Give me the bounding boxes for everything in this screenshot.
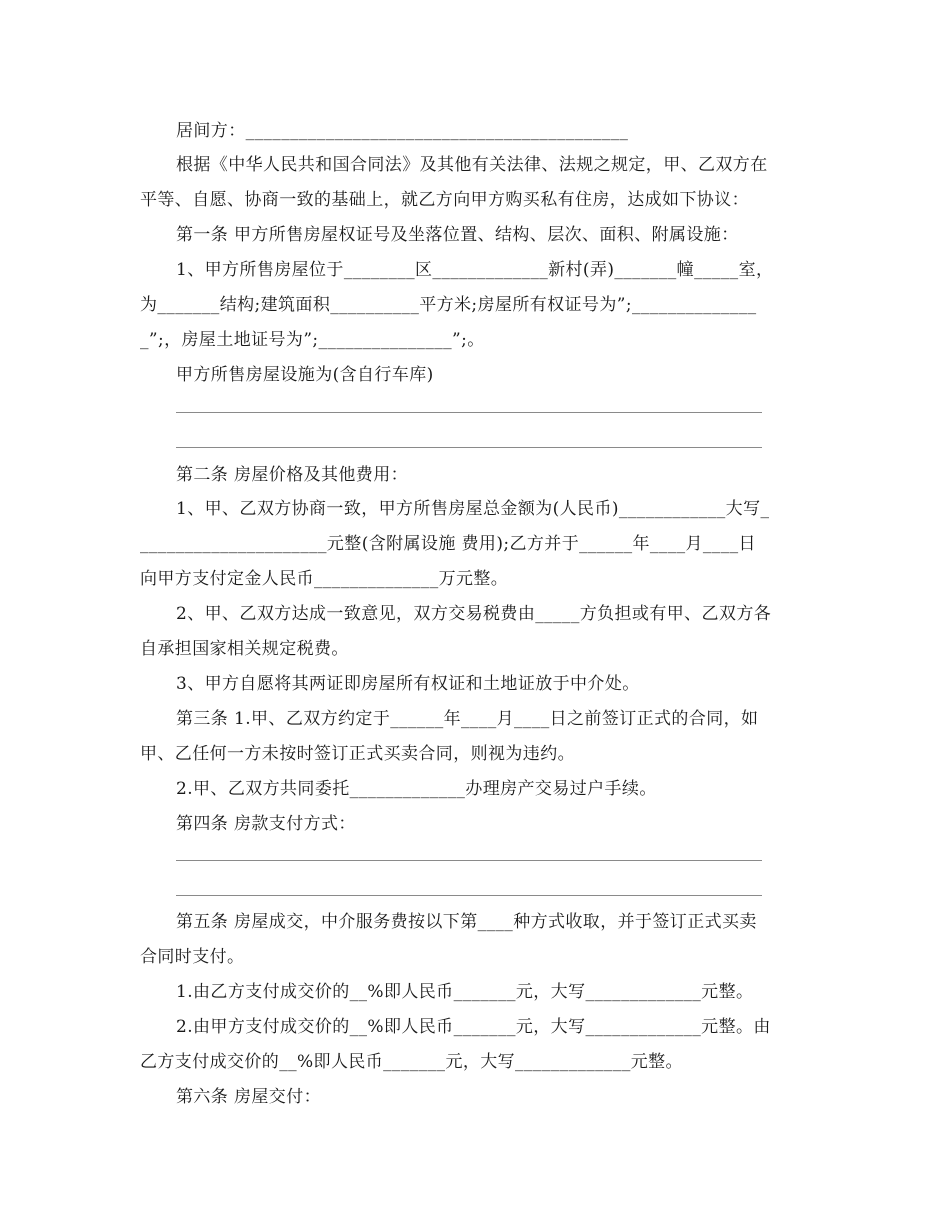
article-2-item-1-line-2: _____________________元整(含附属设施 费用);乙方并于______年____月____日 <box>140 534 756 554</box>
article-2-item-3: 3、甲方自愿将其两证即房屋所有权证和土地证放于中介处。 <box>176 674 640 694</box>
article-1-item-1-line-3: _”;，房屋土地证号为”;_______________”;。 <box>140 330 485 350</box>
article-2-item-1-line-1: 1、甲、乙双方协商一致，甲方所售房屋总金额为(人民币)____________大写_ <box>176 499 770 519</box>
article-1-item-1-line-2: 为_______结构;建筑面积__________平方米;房屋所有权证号为”;______________ <box>140 295 757 315</box>
article-5-line-2: 合同时支付。 <box>140 947 245 967</box>
article-2-item-2-line-1: 2、甲、乙双方达成一致意见，双方交易税费由_____方负担或有甲、乙双方各 <box>176 604 772 624</box>
preamble-line-1: 根据《中华人民共和国合同法》及其他有关法律、法规之规定，甲、乙双方在 <box>176 155 768 175</box>
article-5-option-2-line-1: 2.由甲方支付成交价的__%即人民币_______元，大写_____________元整。由 <box>176 1017 771 1037</box>
article-5-line-1: 第五条 房屋成交，中介服务费按以下第____种方式收取，并于签订正式买卖 <box>176 912 757 932</box>
facilities-line: 甲方所售房屋设施为(含自行车库) <box>176 365 434 385</box>
intermediary-line: 居间方：___________________________________________ <box>176 121 629 141</box>
article-6-heading: 第六条 房屋交付： <box>176 1087 322 1107</box>
article-2-item-2-line-2: 自承担国家相关规定税费。 <box>140 639 349 659</box>
preamble-line-2: 平等、自愿、协商一致的基础上，就乙方向甲方购买私有住房，达成如下协议： <box>140 190 749 210</box>
article-4-heading: 第四条 房款支付方式： <box>176 814 356 834</box>
article-1-heading: 第一条 甲方所售房屋权证号及坐落位置、结构、层次、面积、附属设施： <box>176 225 739 245</box>
blank-rule <box>176 895 762 896</box>
blank-rule <box>176 447 762 448</box>
article-2-item-1-line-3: 向甲方支付定金人民币______________万元整。 <box>140 569 509 589</box>
article-1-item-1-line-1: 1、甲方所售房屋位于________区_____________新村(弄)_______幢_____室， <box>176 260 774 280</box>
article-2-heading: 第二条 房屋价格及其他费用： <box>176 465 409 485</box>
article-5-option-1: 1.由乙方支付成交价的__%即人民币_______元，大写_____________元整。 <box>176 982 754 1002</box>
article-3-item-2: 2.甲、乙双方共同委托_____________办理房产交易过户手续。 <box>176 779 657 799</box>
blank-rule <box>176 412 762 413</box>
article-5-option-2-line-2: 乙方支付成交价的__%即人民币_______元，大写_____________元整。 <box>140 1052 683 1072</box>
blank-rule <box>176 860 762 861</box>
article-3-line-2: 甲、乙任何一方未按时签订正式买卖合同，则视为违约。 <box>140 744 575 764</box>
article-3-line-1: 第三条 1.甲、乙双方约定于______年____月____日之前签订正式的合同，如 <box>176 709 759 729</box>
